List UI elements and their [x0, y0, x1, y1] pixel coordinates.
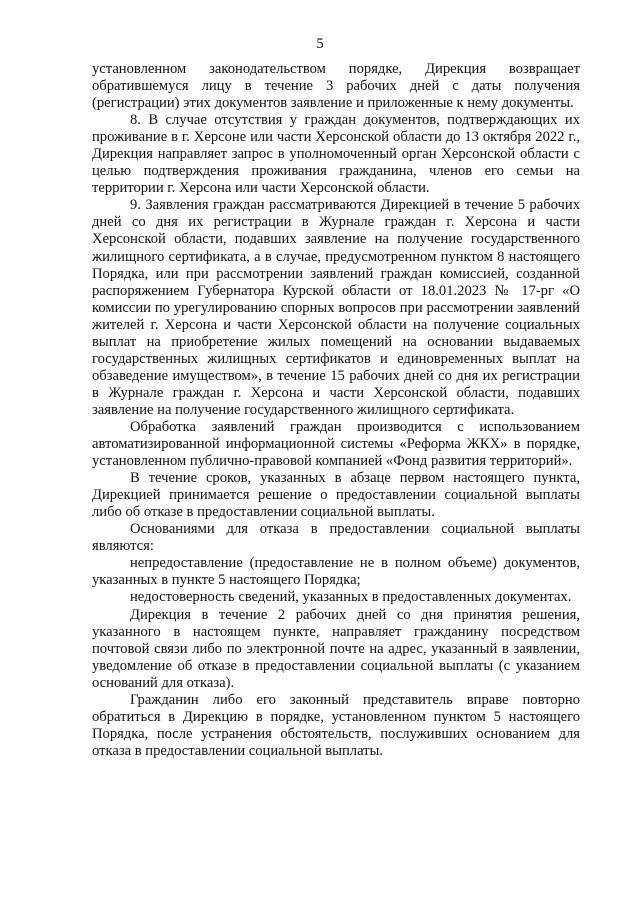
document-body [92, 61, 580, 760]
paragraph-processing-system: Обработка заявлений граждан производится с использованием автоматизированной информационной системы «Реформа ЖКХ» в порядке, установленном публично-правовой компанией «Фонд развития территорий». [92, 418, 580, 470]
page-number: 5 [316, 36, 324, 52]
paragraph-ground-unreliable-info: недостоверность сведений, указанных в предоставленных документах. [130, 589, 572, 606]
paragraph-refusal-notice: Дирекция в течение 2 рабочих дней со дня принятия решения, указанного в настоящем пункте, направляет гражданину посредством почтовой связи либо по электронной почте на адрес, указанный в заявлении, уведомление об отказе в предоставлении социальной выплаты (с указанием оснований для отказа). [92, 606, 580, 691]
paragraph-return-documents: установленном законодательством порядке, Дирекция возвращает обратившемуся лицу в течение 3 рабочих дней с даты получения (регистрации) этих документов заявление и приложенные к нему документы. [92, 61, 580, 112]
paragraph-decision: В течение сроков, указанных в абзаце первом настоящего пункта, Дирекцией принимается решение о предоставлении социальной выплаты либо об отказе в предоставлении социальной выплаты. [92, 470, 580, 521]
paragraph-clause-8: 8. В случае отсутствия у граждан документов, подтверждающих их проживание в г. Херсоне или части Херсонской области до 13 октября 2022 г., Дирекция направляет запрос в уполномоченный орган Херсонской области с целью подтверждения проживания гражданина, членов его семьи на территории г. Херсона или части Херсонской области. [92, 112, 580, 197]
paragraph-reapplication: Гражданин либо его законный представитель вправе повторно обратиться в Дирекцию в порядке, установленном пунктом 5 настоящего Порядка, после устранения обстоятельств, послуживших основанием для отказа в предоставлении социальной выплаты. [92, 691, 580, 759]
paragraph-clause-9: 9. Заявления граждан рассматриваются Дирекцией в течение 5 рабочих дней со дня их регистрации в Журнале граждан г. Херсона и части Херсонской области, подавших заявление на получение государственного жилищного сертификата, а в случае, предусмотренном пунктом 8 настоящего Порядка, или при рассмотрении заявлений граждан комиссией, созданной распоряжением Губернатора Курской области от 18.01.2023 № 17-рг «О комиссии по урегулированию спорных вопросов при рассмотрении заявлений жителей г. Херсона и части Херсонской области на получение социальных выплат на приобретение жилых помещений на основании выдаваемых государственных жилищных сертификатов и единовременных выплат на обзаведение имуществом», в течение 15 рабочих дней со дня их регистрации в Журнале граждан г. Херсона и части Херсонской области, подавших заявление на получение государственного жилищного сертификата. [92, 197, 580, 418]
paragraph-refusal-grounds: Основаниями для отказа в предоставлении социальной выплаты являются: [92, 521, 580, 555]
paragraph-ground-missing-documents: непредоставление (предоставление не в полном объеме) документов, указанных в пункте 5 настоящего Порядка; [92, 555, 580, 589]
